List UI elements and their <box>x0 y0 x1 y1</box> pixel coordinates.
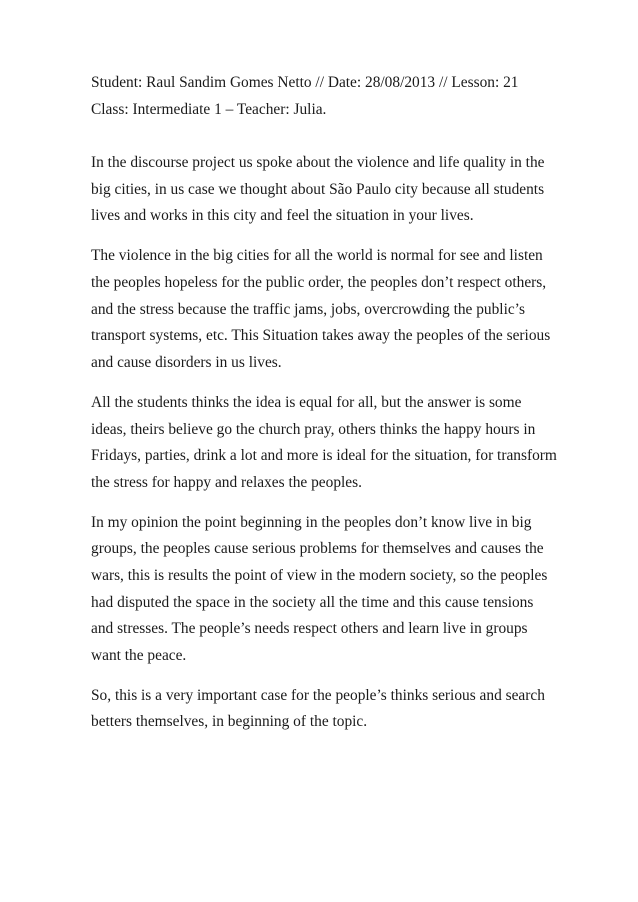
text-line: ideas, theirs believe go the church pray, others thinks the happy hours in <box>91 420 536 438</box>
text-line: the stress for happy and relaxes the peoples. <box>91 473 362 491</box>
text-line: So, this is a very important case for the people’s thinks serious and search <box>91 686 545 704</box>
text-line: groups, the peoples cause serious problems for themselves and causes the <box>91 540 544 558</box>
text-line: betters themselves, in beginning of the topic. <box>91 713 368 731</box>
paragraph-2 <box>91 243 578 376</box>
document-body <box>91 150 578 736</box>
paragraph-4 <box>91 510 578 670</box>
text-line: wars, this is results the point of view in the modern society, so the peoples <box>91 567 548 584</box>
text-line: the peoples hopeless for the public order, the peoples don’t respect others, <box>91 274 547 292</box>
student-info-line: Student: Raul Sandim Gomes Netto // Date: 28/08/2013 // Lesson: 21 <box>91 74 519 91</box>
text-line: and stresses. The people’s needs respect others and learn live in groups <box>91 620 528 638</box>
text-line: and the stress because the traffic jams, jobs, overcrowding the public’s <box>91 300 525 318</box>
text-line: In the discourse project us spoke about the violence and life quality in the <box>91 154 545 172</box>
class-info-line: Class: Intermediate 1 – Teacher: Julia. <box>91 100 327 118</box>
text-line: lives and works in this city and feel the situation in your lives. <box>91 207 474 225</box>
text-line: had disputed the space in the society all the time and this cause tensions <box>91 593 534 611</box>
text-line: The violence in the big cities for all the world is normal for see and listen <box>91 247 543 265</box>
text-line: In my opinion the point beginning in the peoples don’t know live in big <box>91 513 532 531</box>
document-header <box>91 70 578 123</box>
text-line: All the students thinks the idea is equal for all, but the answer is some <box>91 393 522 411</box>
text-line: Fridays, parties, drink a lot and more is ideal for the situation, for transform <box>91 447 557 465</box>
paragraph-5 <box>91 683 578 736</box>
paragraph-3 <box>91 390 578 496</box>
text-line: want the peace. <box>91 646 187 664</box>
paragraph-1 <box>91 150 578 230</box>
text-line: big cities, in us case we thought about São Paulo city because all students <box>91 180 545 198</box>
text-line: and cause disorders in us lives. <box>91 353 282 371</box>
text-line: transport systems, etc. This Situation takes away the peoples of the serious <box>91 327 551 345</box>
